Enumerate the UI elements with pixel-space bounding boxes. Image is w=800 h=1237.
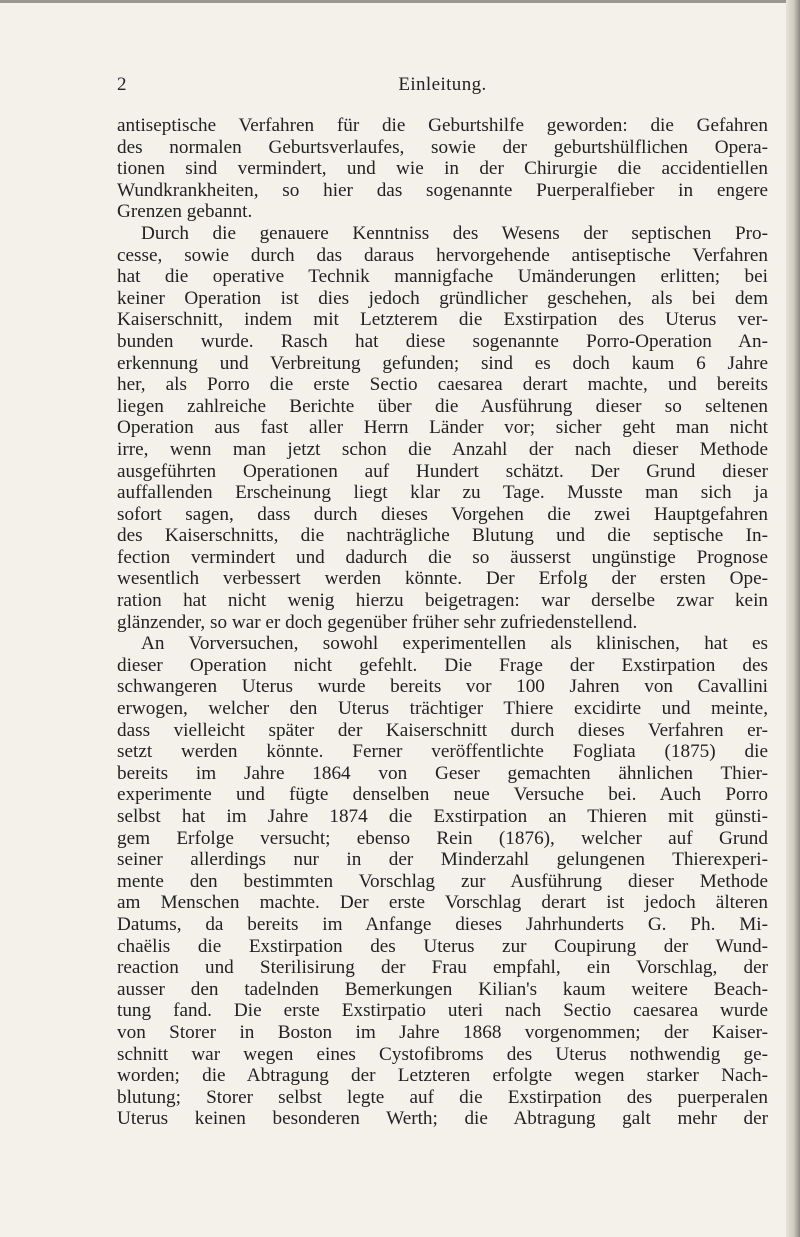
- page-header: [117, 74, 768, 100]
- text-line: schnitt war wegen eines Cystofibroms des Uterus nothwendig ge-: [117, 1043, 768, 1065]
- text-line: ration hat nicht wenig hierzu beigetragen: war derselbe zwar kein: [117, 590, 768, 612]
- text-line: des normalen Geburtsverlaufes, sowie der geburtshülflichen Opera-: [117, 136, 768, 158]
- text-line: schwangeren Uterus wurde bereits vor 100 Jahren von Cavallini: [117, 676, 768, 698]
- text-line: Datums, da bereits im Anfange dieses Jahrhunderts G. Ph. Mi-: [117, 913, 768, 935]
- text-line: des Kaiserschnitts, die nachträgliche Blutung und die septische In-: [117, 525, 768, 547]
- text-line: hat die operative Technik mannigfache Umänderungen erlitten; bei: [117, 266, 768, 288]
- text-line: Uterus keinen besonderen Werth; die Abtragung galt mehr der: [117, 1108, 768, 1130]
- text-line: reaction und Sterilisirung der Frau empfahl, ein Vorschlag, der: [117, 957, 768, 979]
- text-line: Grenzen gebannt.: [117, 201, 253, 223]
- text-line: glänzender, so war er doch gegenüber früher sehr zufriedenstellend.: [117, 611, 638, 633]
- text-line: dieser Operation nicht gefehlt. Die Frage der Exstirpation des: [117, 654, 768, 676]
- text-line: her, als Porro die erste Sectio caesarea derart machte, und bereits: [117, 374, 768, 396]
- text-line: von Storer in Boston im Jahre 1868 vorgenommen; der Kaiser-: [117, 1021, 768, 1043]
- text-line: An Vorversuchen, sowohl experimentellen als klinischen, hat es: [141, 633, 768, 655]
- text-line: cesse, sowie durch das daraus hervorgehende antiseptische Verfahren: [117, 244, 768, 266]
- text-line: selbst hat im Jahre 1874 die Exstirpation an Thieren mit günsti-: [117, 806, 768, 827]
- text-line: ausgeführten Operationen auf Hundert schätzt. Der Grund dieser: [117, 460, 768, 482]
- text-line: mente den bestimmten Vorschlag zur Ausführung dieser Methode: [117, 870, 768, 892]
- text-line: seiner allerdings nur in der Minderzahl gelungenen Thierexperi-: [117, 849, 768, 871]
- text-line: irre, wenn man jetzt schon die Anzahl der nach dieser Methode: [117, 438, 768, 460]
- text-line: erkennung und Verbreitung gefunden; sind es doch kaum 6 Jahre: [117, 352, 768, 374]
- text-line: tionen sind vermindert, und wie in der Chirurgie die accidentiellen: [117, 158, 768, 180]
- text-line: Durch die genauere Kenntniss des Wesens der septischen Pro-: [141, 222, 768, 244]
- text-line: blutung; Storer selbst legte auf die Exstirpation des puerperalen: [117, 1086, 768, 1108]
- page-number: 2: [117, 74, 127, 95]
- text-line: dass vielleicht später der Kaiserschnitt durch dieses Verfahren er-: [117, 719, 768, 741]
- text-line: gem Erfolge versucht; ebenso Rein (1876), welcher auf Grund: [117, 827, 768, 849]
- text-line: fection vermindert und dadurch die so äusserst ungünstige Prognose: [117, 546, 768, 568]
- text-line: chaëlis die Exstirpation des Uterus zur Coupirung der Wund-: [117, 935, 768, 957]
- text-line: tung fand. Die erste Exstirpatio uteri nach Sectio caesarea wurde: [117, 1000, 768, 1022]
- text-line: liegen zahlreiche Berichte über die Ausführung dieser so seltenen: [117, 395, 768, 417]
- text-line: auffallenden Erscheinung liegt klar zu Tage. Musste man sich ja: [117, 482, 768, 504]
- text-line: bunden wurde. Rasch hat diese sogenannte Porro-Operation An-: [117, 330, 768, 352]
- text-line: experimente und fügte denselben neue Versuche bei. Auch Porro: [117, 784, 768, 806]
- text-line: Operation aus fast aller Herrn Länder vor; sicher geht man nicht: [117, 417, 768, 439]
- text-line: am Menschen machte. Der erste Vorschlag derart ist jedoch älteren: [117, 892, 768, 914]
- text-line: sofort sagen, dass durch dieses Vorgehen die zwei Hauptgefahren: [117, 503, 768, 525]
- text-line: bereits im Jahre 1864 von Geser gemachten ähnlichen Thier-: [117, 762, 768, 784]
- text-line: antiseptische Verfahren für die Geburtshilfe geworden: die Gefahren: [117, 115, 768, 136]
- text-line: Wundkrankheiten, so hier das sogenannte Puerperalfieber in engere: [117, 179, 768, 201]
- running-title: Einleitung.: [398, 74, 487, 95]
- body-text: [117, 115, 768, 1130]
- text-line: wesentlich verbessert werden könnte. Der Erfolg der ersten Ope-: [117, 568, 768, 590]
- text-line: erwogen, welcher den Uterus trächtiger Thiere excidirte und meinte,: [117, 698, 768, 720]
- text-line: Kaiserschnitt, indem mit Letzterem die Exstirpation des Uterus ver-: [117, 309, 768, 331]
- text-line: setzt werden könnte. Ferner veröffentlichte Fogliata (1875) die: [117, 741, 768, 763]
- text-line: worden; die Abtragung der Letzteren erfolgte wegen starker Nach-: [117, 1065, 768, 1087]
- page-edge-shadow: [786, 0, 800, 1237]
- text-line: ausser den tadelnden Bemerkungen Kilian's kaum weitere Beach-: [117, 978, 768, 1000]
- text-line: keiner Operation ist dies jedoch gründlicher geschehen, als bei dem: [117, 287, 768, 309]
- top-edge-rule: [0, 0, 800, 3]
